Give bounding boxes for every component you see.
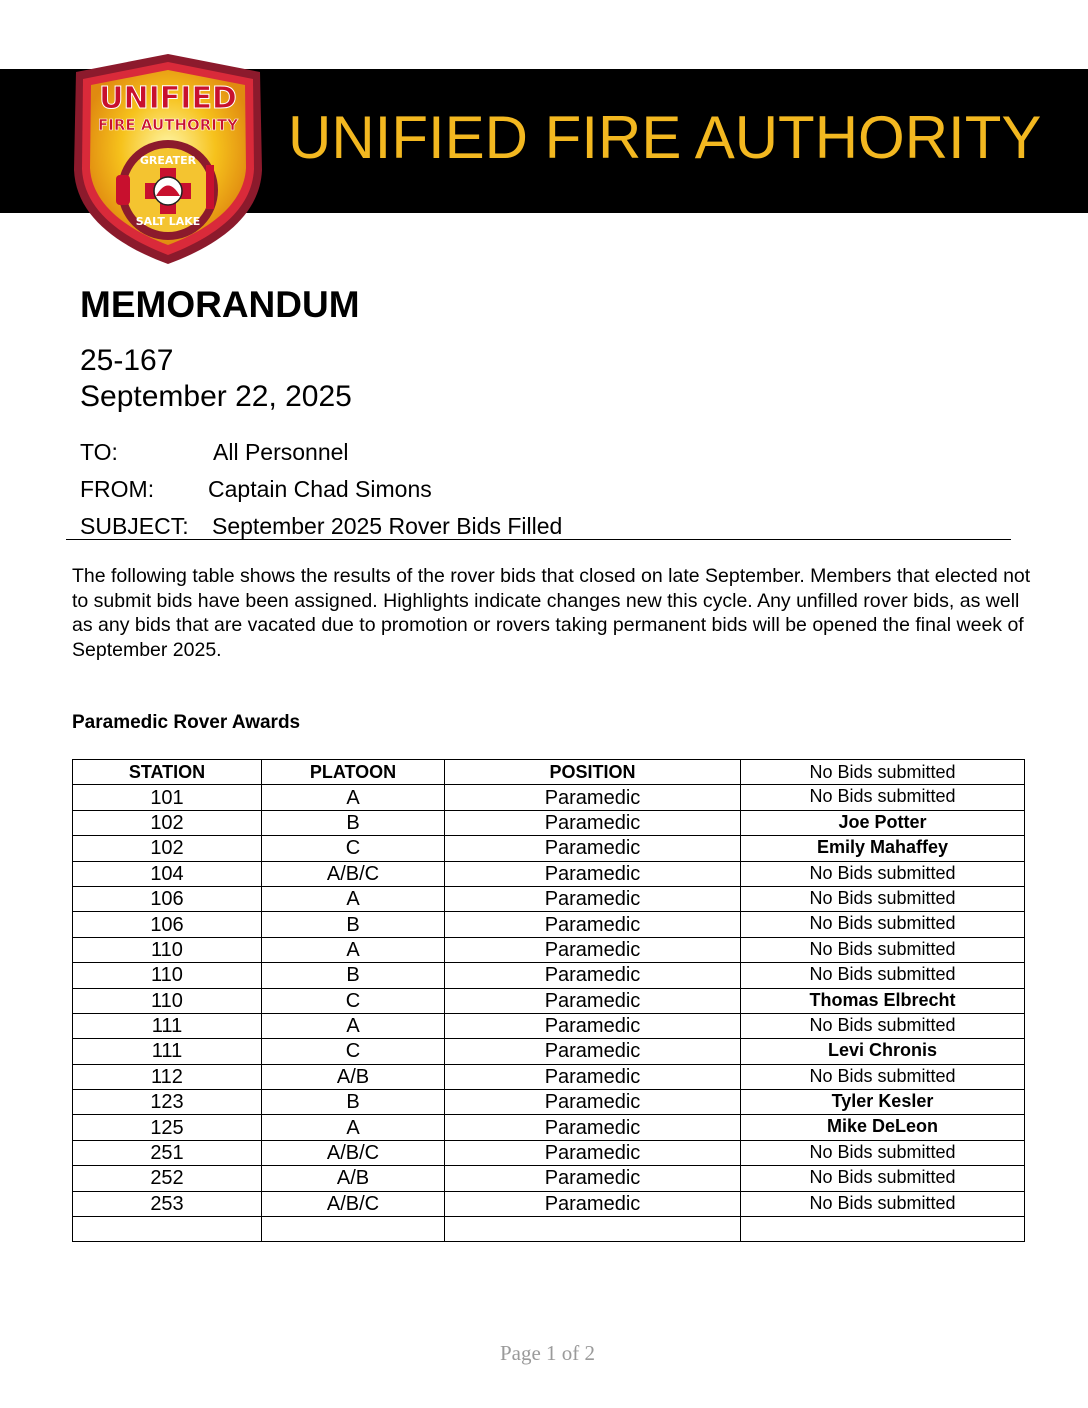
section-title: Paramedic Rover Awards (72, 712, 301, 733)
position-column-header: POSITION (445, 760, 741, 785)
position-cell: Paramedic (445, 1140, 741, 1165)
platoon-cell: A/B/C (262, 861, 445, 886)
memo-title: MEMORANDUM (80, 284, 360, 325)
assignee-cell: Levi Chronis (741, 1039, 1025, 1064)
station-cell: 102 (73, 810, 262, 835)
platoon-cell: A/B/C (262, 1140, 445, 1165)
assignee-cell: No Bids submitted (741, 861, 1025, 886)
station-cell: 110 (73, 963, 262, 988)
assignee-cell: Thomas Elbrecht (741, 988, 1025, 1013)
position-cell: Paramedic (445, 1064, 741, 1089)
position-cell: Paramedic (445, 785, 741, 810)
organization-title: UNIFIED FIRE AUTHORITY (288, 104, 1042, 171)
name-column-header: No Bids submitted (741, 760, 1025, 785)
memo-number: 25-167 (80, 344, 174, 377)
station-cell: 110 (73, 988, 262, 1013)
platoon-cell: B (262, 912, 445, 937)
position-cell: Paramedic (445, 912, 741, 937)
assignee-cell: No Bids submitted (741, 963, 1025, 988)
to-label: TO: (80, 439, 118, 465)
to-value: All Personnel (213, 439, 349, 465)
station-cell: 123 (73, 1090, 262, 1115)
platoon-cell: A (262, 785, 445, 810)
table-row (73, 1064, 1025, 1089)
platoon-cell: C (262, 1039, 445, 1064)
table-row (73, 810, 1025, 835)
platoon-cell: B (262, 963, 445, 988)
assignee-cell: No Bids submitted (741, 1140, 1025, 1165)
station-column-header: STATION (73, 760, 262, 785)
station-cell: 111 (73, 1039, 262, 1064)
table-row (73, 963, 1025, 988)
position-cell: Paramedic (445, 810, 741, 835)
logo-arc-text: FIRE AUTHORITY (98, 116, 238, 134)
assignee-cell: No Bids submitted (741, 1013, 1025, 1038)
assignee-cell: No Bids submitted (741, 785, 1025, 810)
table-row (73, 988, 1025, 1013)
platoon-cell: C (262, 836, 445, 861)
platoon-cell: A (262, 937, 445, 962)
subject-label: SUBJECT: (80, 513, 189, 539)
assignee-cell: Emily Mahaffey (741, 836, 1025, 861)
platoon-cell: B (262, 810, 445, 835)
memo-date: September 22, 2025 (80, 380, 352, 413)
intro-paragraph: The following table shows the results of the rover bids that closed on late September. Members that elected not to submit bids have been assigned. Highlights indicate changes new this cycle. Any unfilled rover bids, as well as any bids that are vacated due to promotion or rovers taking permanent bids will be opened the final week of September 2025. (72, 565, 1031, 661)
table-row (73, 1217, 1025, 1242)
table-row (73, 886, 1025, 911)
logo-top-text: UNIFIED (99, 81, 237, 116)
position-cell: Paramedic (445, 1191, 741, 1216)
position-cell: Paramedic (445, 1166, 741, 1191)
table-row (73, 861, 1025, 886)
platoon-cell: A/B (262, 1064, 445, 1089)
assignee-cell: Mike DeLeon (741, 1115, 1025, 1140)
table-row (73, 836, 1025, 861)
station-cell: 253 (73, 1191, 262, 1216)
station-cell: 101 (73, 785, 262, 810)
subject-line (80, 512, 563, 540)
platoon-cell (262, 1217, 445, 1242)
station-cell (73, 1217, 262, 1242)
unified-fire-authority-logo (70, 50, 266, 268)
platoon-cell: A (262, 886, 445, 911)
table-row (73, 785, 1025, 810)
station-cell: 112 (73, 1064, 262, 1089)
platoon-cell: A (262, 1115, 445, 1140)
logo-bottom-text: SALT LAKE (135, 215, 201, 228)
station-cell: 106 (73, 886, 262, 911)
assignee-cell: No Bids submitted (741, 886, 1025, 911)
assignee-cell: No Bids submitted (741, 1191, 1025, 1216)
station-cell: 106 (73, 912, 262, 937)
station-cell: 110 (73, 937, 262, 962)
position-cell: Paramedic (445, 836, 741, 861)
platoon-cell: A/B/C (262, 1191, 445, 1216)
fire-badge-icon (70, 50, 266, 268)
platoon-column-header: PLATOON (262, 760, 445, 785)
assignee-cell: Joe Potter (741, 810, 1025, 835)
table-row (73, 937, 1025, 962)
position-cell: Paramedic (445, 861, 741, 886)
table-row (73, 1191, 1025, 1216)
position-cell: Paramedic (445, 963, 741, 988)
from-label: FROM: (80, 476, 155, 502)
header-divider (66, 539, 1011, 540)
table-header-row (73, 760, 1025, 785)
page-number: Page 1 of 2 (499, 1341, 596, 1365)
table-row (73, 1166, 1025, 1191)
assignee-cell: No Bids submitted (741, 1166, 1025, 1191)
from-line (80, 475, 432, 503)
table-row (73, 1013, 1025, 1038)
logo-greater-text: GREATER (139, 154, 197, 167)
platoon-cell: A/B (262, 1166, 445, 1191)
station-cell: 252 (73, 1166, 262, 1191)
table-row (73, 1115, 1025, 1140)
subject-value: September 2025 Rover Bids Filled (212, 513, 563, 539)
platoon-cell: C (262, 988, 445, 1013)
table-row (73, 1090, 1025, 1115)
assignee-cell: No Bids submitted (741, 937, 1025, 962)
table-body (73, 785, 1025, 1242)
platoon-cell: B (262, 1090, 445, 1115)
assignee-cell (741, 1217, 1025, 1242)
position-cell: Paramedic (445, 937, 741, 962)
position-cell: Paramedic (445, 1013, 741, 1038)
position-cell (445, 1217, 741, 1242)
station-cell: 251 (73, 1140, 262, 1165)
assignee-cell: No Bids submitted (741, 912, 1025, 937)
position-cell: Paramedic (445, 886, 741, 911)
platoon-cell: A (262, 1013, 445, 1038)
from-value: Captain Chad Simons (208, 476, 432, 502)
to-line (80, 438, 349, 466)
station-cell: 102 (73, 836, 262, 861)
assignee-cell: No Bids submitted (741, 1064, 1025, 1089)
position-cell: Paramedic (445, 988, 741, 1013)
station-cell: 111 (73, 1013, 262, 1038)
table-row (73, 1140, 1025, 1165)
station-cell: 104 (73, 861, 262, 886)
position-cell: Paramedic (445, 1039, 741, 1064)
position-cell: Paramedic (445, 1090, 741, 1115)
rover-awards-table (72, 759, 1025, 1242)
table-row (73, 912, 1025, 937)
position-cell: Paramedic (445, 1115, 741, 1140)
station-cell: 125 (73, 1115, 262, 1140)
assignee-cell: Tyler Kesler (741, 1090, 1025, 1115)
table-row (73, 1039, 1025, 1064)
